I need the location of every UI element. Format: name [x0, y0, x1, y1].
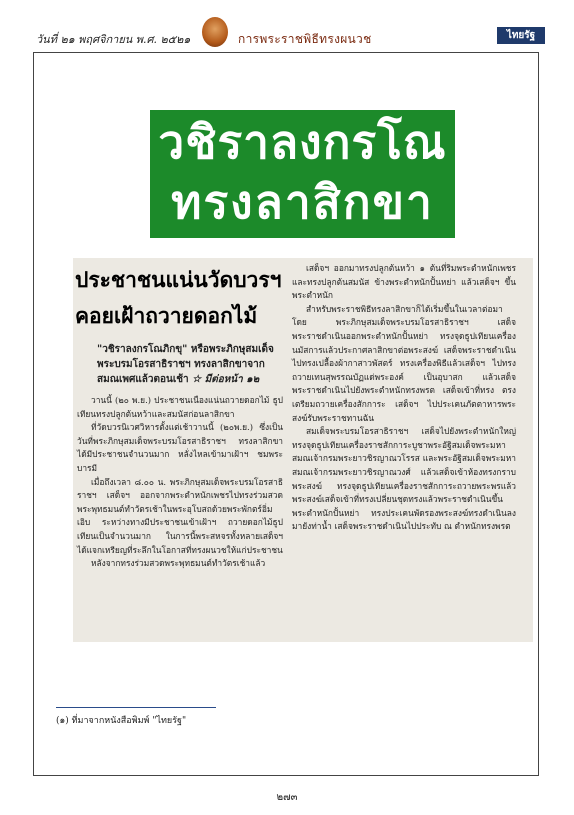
banner-line-1: วชิราลงกรโณ	[158, 115, 447, 169]
page-number: ๒๗๓	[276, 792, 298, 803]
footnote-divider	[56, 707, 216, 708]
paragraph: วานนี้ (๒๐ พ.ย.) ประชาชนเนืองแน่นถวายดอกไม้ ธูปเทียนทรงปลูกต้นหว้าและสมนัสก่อนลาสิกขา	[77, 395, 283, 419]
article-subhead	[97, 342, 283, 387]
article-column-right	[292, 262, 516, 534]
paragraph: ที่วัดบวรนิเวศวิหารตั้งแต่เช้าวานนี้ (๒๐พ.ย.) ซึ่งเป็นวันที่พระภิกษุสมเด็จพระบรมโอรสาธิราชฯ ทรงลาสิกขา ได้มีประชาชนจำนวนมาก หลั่งไหลเข้ามาเฝ้าฯ ชมพระบารมี	[77, 422, 283, 473]
banner-line-2: ทรงลาสิกขา	[171, 175, 434, 229]
royal-portrait-emblem-icon	[202, 17, 228, 47]
header-title: การพระราชพิธีทรงผนวช	[238, 32, 372, 46]
paragraph: เสด็จฯ ออกมาทรงปลูกต้นหว้า ๑ ต้นที่ริมพระตำหนักเพชร และทรงปลูกต้นสมนัส ข้างพระตำหนักปั้นหย่า แล้วเสด็จฯ ขึ้นพระตำหนัก	[292, 263, 516, 301]
continued-page-ref: ☆ มีต่อหน้า ๑๒	[192, 374, 260, 385]
headline-line-2: คอยเฝ้าถวายดอกไม้	[75, 304, 258, 328]
headline-line-1: ประชาชนแน่นวัดบวรฯ	[75, 268, 282, 292]
article-headline	[75, 262, 285, 336]
subhead-text: "วชิราลงกรโณภิกขุ" หรือพระภิกษุสมเด็จพระบรมโอรสาธิราชฯ ทรงลาสิกขาจากสมณเพศแล้วตอนเช้า	[97, 344, 274, 385]
paragraph: หลังจากทรงร่วมสวดพระพุทธมนต์ทำวัตรเช้าแล้ว	[91, 558, 266, 569]
paragraph: เมื่อถึงเวลา ๘.๐๐ น. พระภิกษุสมเด็จพระบรมโอรสาธิราชฯ เสด็จฯ ออกจากพระตำหนักเพชรไปทรงร่วมสวดพระพุทธมนต์ทำวัตรเช้าในพระอุโบสถด้วยพระพักตร์อิ่มเอิบ ระหว่างทางมีประชาชนเข้าเฝ้าฯ ถวายดอกไม้ธูปเทียนเป็นจำนวนมาก ในการนี้พระสหจรทั้งหลายเสด็จฯ ได้แจกเหรียญที่ระลึกในโอกาสที่ทรงผนวชให้แก่ประชาชน	[77, 476, 283, 555]
page-header	[0, 0, 574, 48]
header-date: วันที่ ๒๑ พฤศจิกายน พ.ศ. ๒๕๒๑	[36, 33, 191, 46]
article-column-left	[77, 394, 283, 571]
newspaper-logo: ไทยรัฐ	[497, 27, 545, 44]
footnote: (๑) ที่มาจากหนังสือพิมพ์ "ไทยรัฐ"	[56, 716, 187, 726]
headline-banner	[150, 110, 455, 238]
paragraph: สมเด็จพระบรมโอรสาธิราชฯ เสด็จไปยังพระตำหนักใหญ่ ทรงจุดธูปเทียนเครื่องราชสักการะบูชาพระอัฐิสมเด็จพระมหาสมณเจ้ากรมพระยาวชิรญาณวโรรส และพระอัฐิสมเด็จพระมหาสมณเจ้ากรมพระยาวชิรญาณวงศ์ แล้วเสด็จเข้าห้องทรงกราบพระสงฆ์ ทรงจุดธูปเทียนเครื่องราชสักการะถวายพระพรแล้วพระสงฆ์เสด็จเข้าที่ทรงเปลี่ยนชุดทรงแล้วพระราชดำเนินขึ้นพระตำหนักปั้นหย่า ทรงประเคนพัดรองพระสงฆ์ทรงดำเนินลงมายังท่าน้ำ เสด็จพระราชดำเนินไปประทับ ณ ตำหนักทรงพรต	[292, 426, 516, 532]
paragraph: สำหรับพระราชพิธีทรงลาสิกขาก็ได้เริ่มขึ้นในเวลาต่อมาโดย พระภิกษุสมเด็จพระบรมโอรสาธิราชฯ เสด็จพระราชดำเนินออกพระตำหนักปั้นหย่า ทรงจุดธูปเทียนเครื่องนมัสการแล้วประกาศลาสิกขาต่อพระสงฆ์ เสด็จพระราชดำเนินไปทรงเปลื้องผ้ากาสาวพัสตร์ ทรงเครื่องพิธีแล้วเสด็จฯ ไปทรงถวายเทนสุพรรณบัฏแด่พระองค์ เป็นอุบาสก แล้วเสด็จพระราชดำเนินไปยังพระตำหนักทรงพรต เสด็จเข้าที่ทรง ตรงเตรียมถวายเครื่องสักการะ เสด็จฯ ไปประเคนภัตตาหารพระสงฆ์รับพระราชทานฉัน	[292, 303, 516, 423]
